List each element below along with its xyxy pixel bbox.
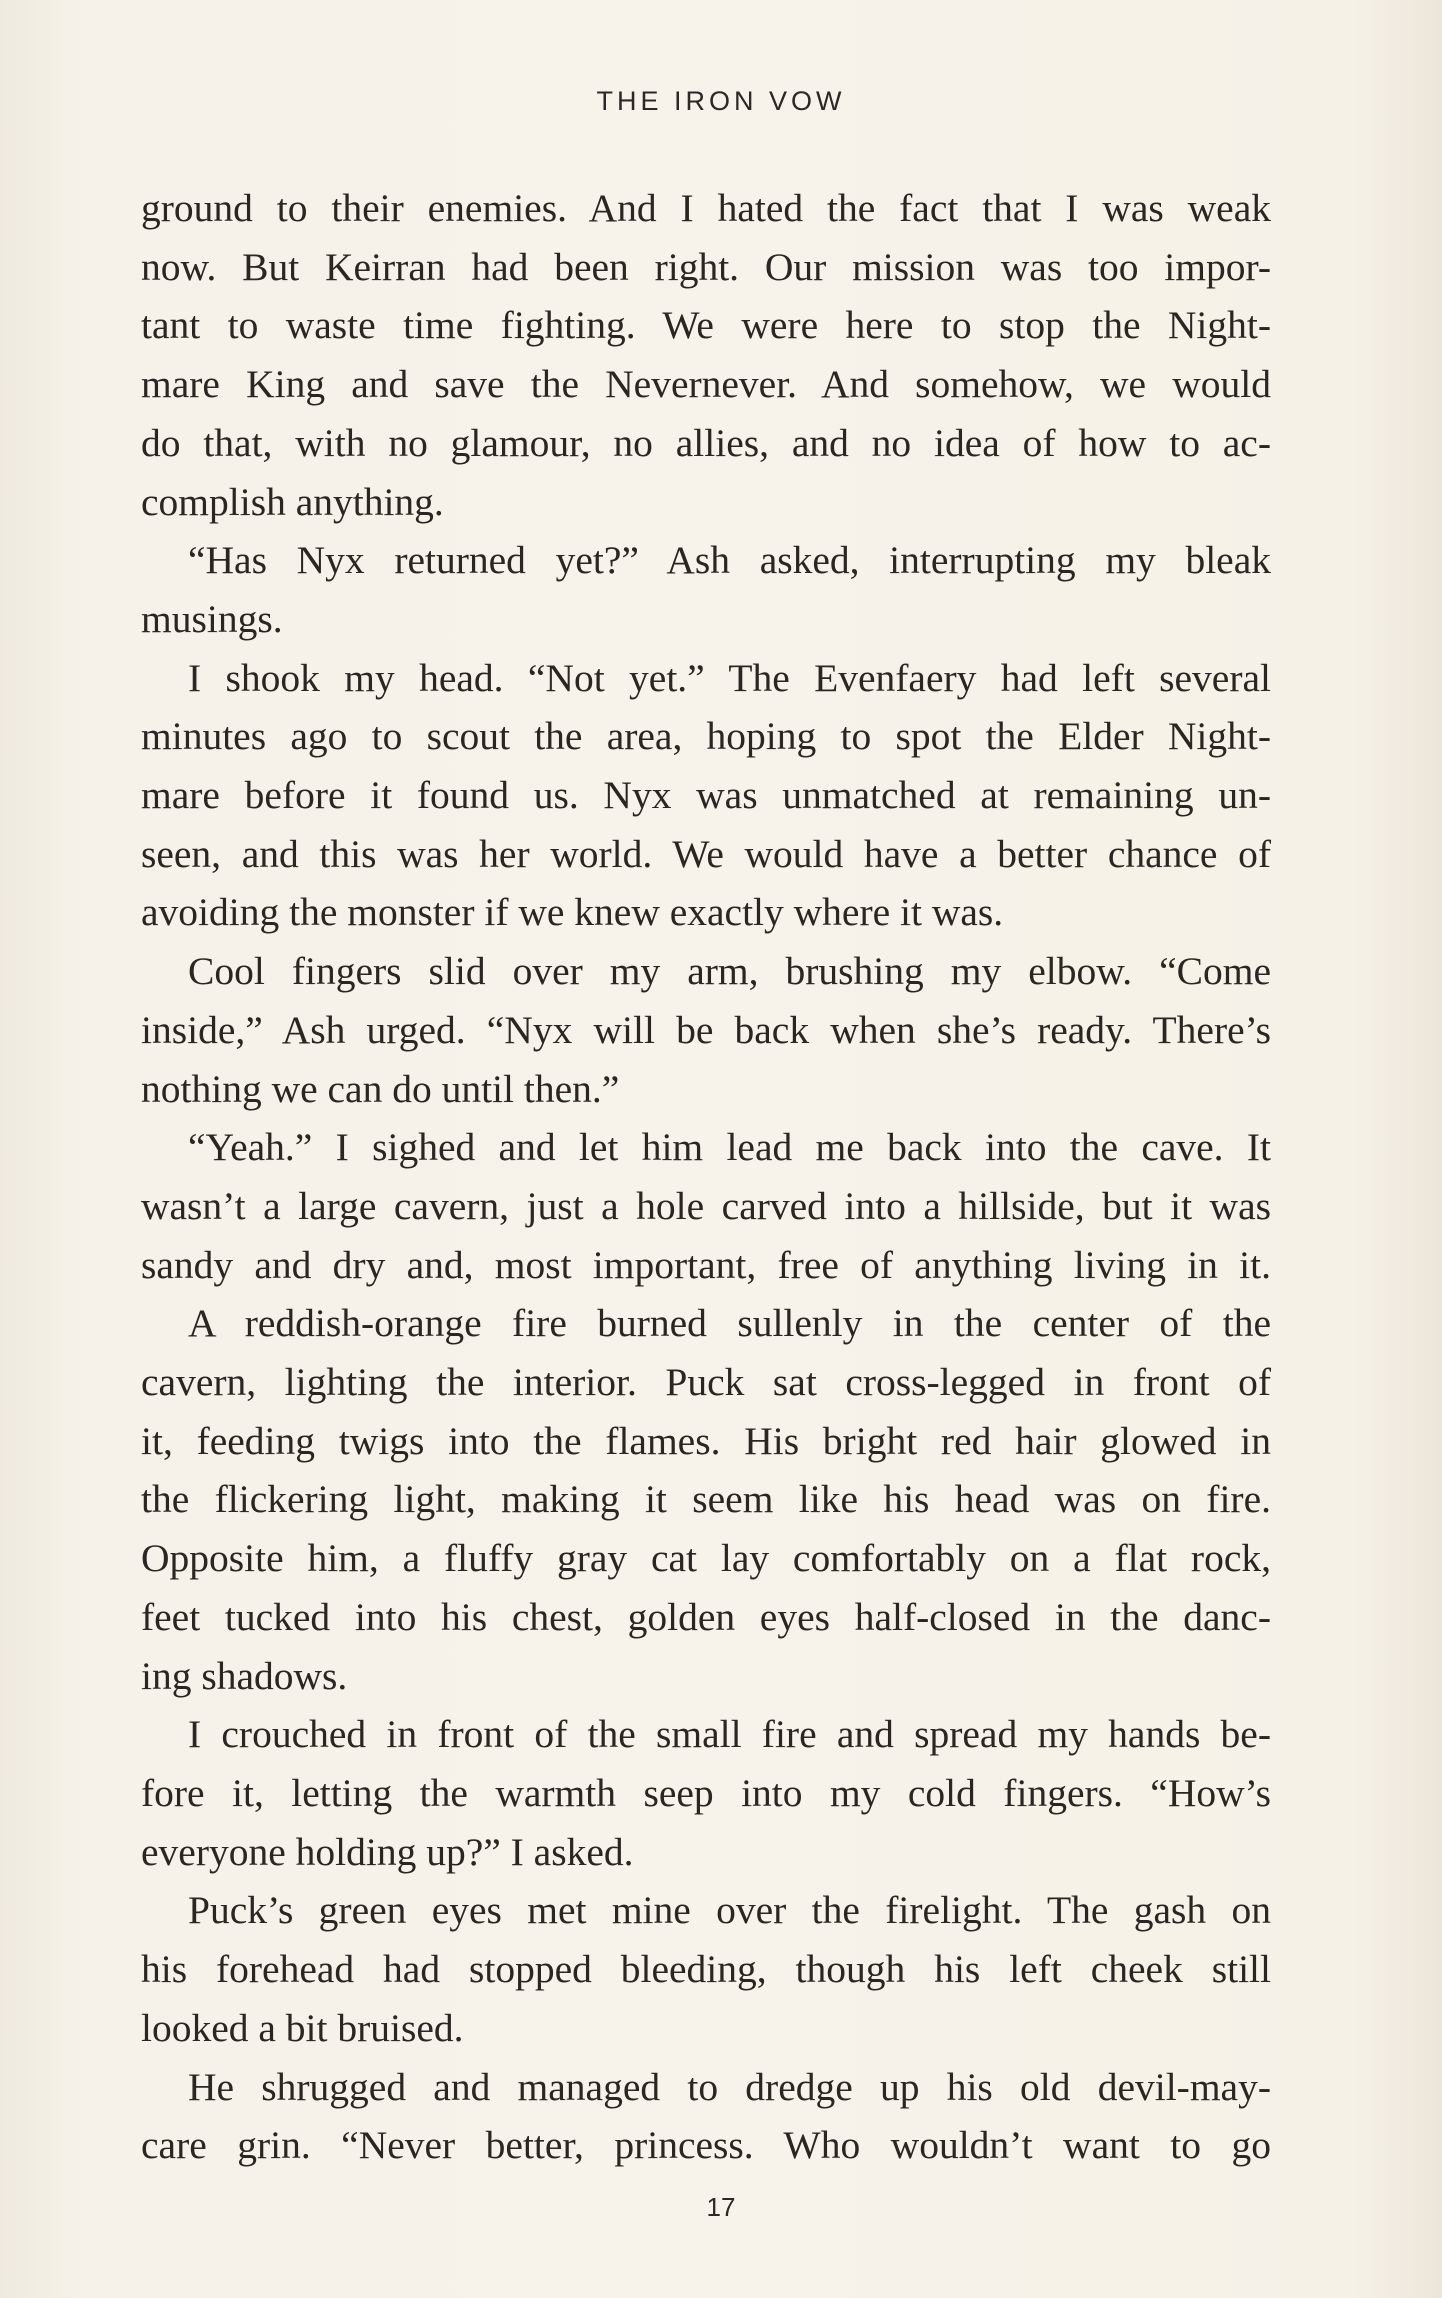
text-line: “Has Nyx returned yet?” Ash asked, interrupting my bleak: [188, 538, 1271, 583]
paragraph: [141, 942, 1271, 1118]
text-line: feet tucked into his chest, golden eyes half-closed in the danc-: [141, 1594, 1271, 1639]
text-line: fore it, letting the warmth seep into my cold fingers. “How’s: [141, 1770, 1271, 1815]
text-line: Opposite him, a fluffy gray cat lay comfortably on a flat rock,: [141, 1536, 1271, 1581]
paragraph: [141, 179, 1271, 531]
text-line: He shrugged and managed to dredge up his old devil-may-: [188, 2064, 1271, 2109]
text-line: ground to their enemies. And I hated the fact that I was weak: [141, 186, 1271, 230]
text-line: care grin. “Never better, princess. Who wouldn’t want to go: [141, 2123, 1271, 2168]
text-line: his forehead had stopped bleeding, though his left cheek still: [141, 1947, 1271, 1992]
text-line: complish anything.: [141, 479, 444, 524]
text-line: now. But Keirran had been right. Our mission was too impor-: [141, 244, 1271, 289]
text-line: looked a bit bruised.: [141, 2005, 464, 2050]
paragraph: [141, 531, 1271, 648]
text-line: “Yeah.” I sighed and let him lead me back into the cave. It: [188, 1125, 1271, 1170]
text-line: Puck’s green eyes met mine over the firelight. The gash on: [188, 1888, 1271, 1933]
text-line: I shook my head. “Not yet.” The Evenfaery had left several: [188, 655, 1271, 700]
text-line: A reddish-orange fire burned sullenly in the center of the: [188, 1301, 1271, 1346]
page-number: 17: [706, 2192, 736, 2222]
text-line: wasn’t a large cavern, just a hole carved into a hillside, but it was: [141, 1183, 1271, 1228]
text-line: avoiding the monster if we knew exactly where it was.: [141, 890, 1004, 935]
paragraph: [141, 1118, 1271, 1294]
text-line: mare King and save the Nevernever. And somehow, we would: [141, 362, 1271, 407]
paragraph: [141, 1294, 1271, 1705]
text-line: inside,” Ash urged. “Nyx will be back when she’s ready. There’s: [141, 1007, 1271, 1052]
paragraph: [141, 1705, 1271, 1881]
text-line: the flickering light, making it seem like his head was on fire.: [141, 1477, 1271, 1522]
text-line: cavern, lighting the interior. Puck sat cross-legged in front of: [141, 1360, 1271, 1405]
text-line: musings.: [141, 596, 283, 641]
body-text: [141, 179, 1271, 2175]
text-line: nothing we can do until then.”: [141, 1066, 620, 1111]
text-line: everyone holding up?” I asked.: [141, 1829, 634, 1874]
paragraph: [141, 1881, 1271, 2057]
text-line: ing shadows.: [141, 1653, 348, 1698]
paragraph: [141, 2058, 1271, 2175]
text-line: mare before it found us. Nyx was unmatched at remaining un-: [141, 773, 1271, 818]
text-line: I crouched in front of the small fire and spread my hands be-: [188, 1712, 1271, 1757]
text-line: Cool fingers slid over my arm, brushing my elbow. “Come: [188, 949, 1271, 994]
text-line: minutes ago to scout the area, hoping to spot the Elder Night-: [141, 714, 1271, 759]
text-line: seen, and this was her world. We would have a better chance of: [141, 831, 1271, 876]
running-head: THE IRON VOW: [596, 86, 846, 116]
text-line: do that, with no glamour, no allies, and no idea of how to ac-: [141, 420, 1271, 465]
text-line: tant to waste time fighting. We were here to stop the Night-: [141, 303, 1271, 348]
paragraph: [141, 649, 1271, 943]
text-line: it, feeding twigs into the flames. His bright red hair glowed in: [141, 1418, 1271, 1463]
text-line: sandy and dry and, most important, free of anything living in it.: [141, 1242, 1271, 1287]
